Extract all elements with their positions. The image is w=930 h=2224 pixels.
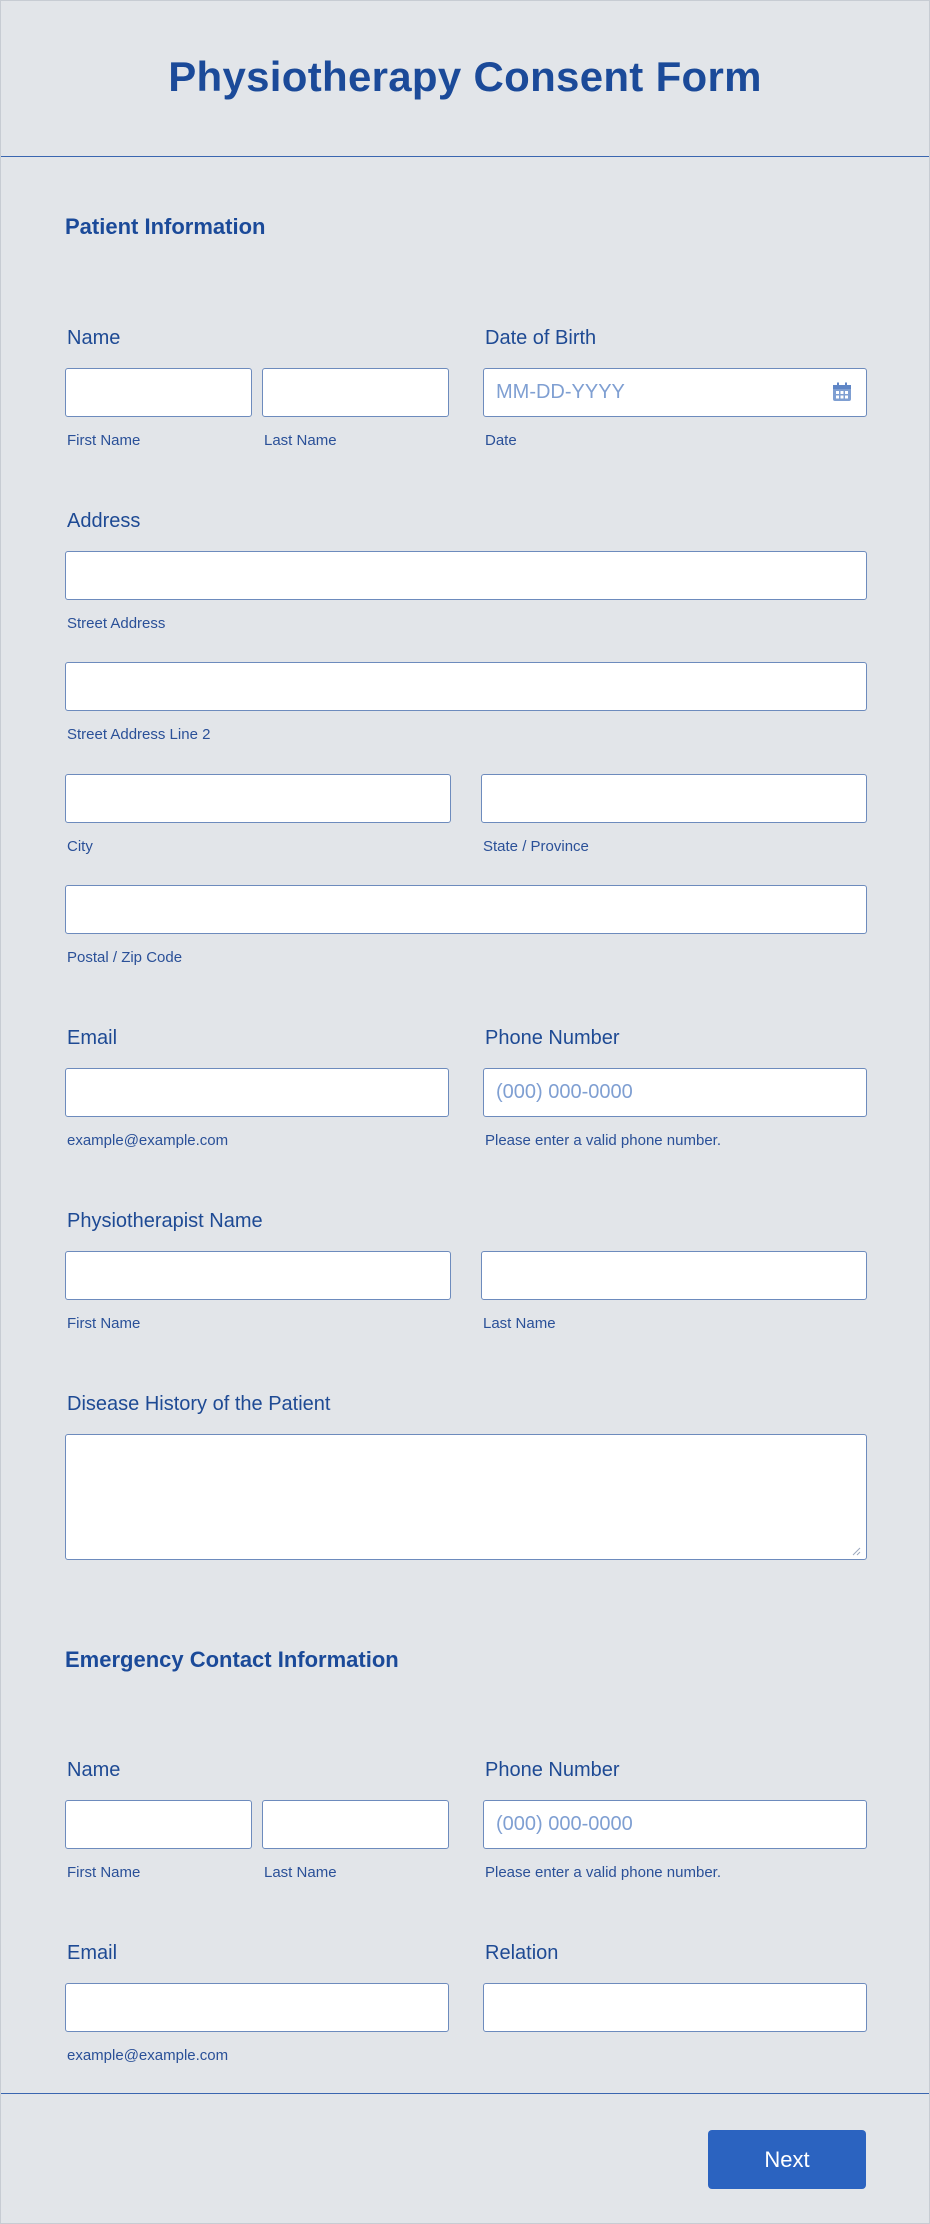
phone-sublabel: Please enter a valid phone number. <box>485 1132 721 1149</box>
resize-handle-icon[interactable] <box>851 1546 861 1556</box>
email-sublabel: example@example.com <box>67 1132 229 1149</box>
last-name-input[interactable] <box>262 368 449 417</box>
section-patient-information: Patient Information <box>65 214 266 239</box>
physiotherapist-first-name-input[interactable] <box>65 1251 451 1300</box>
emergency-phone-sublabel: Please enter a valid phone number. <box>485 1864 721 1881</box>
form-header <box>1 1 929 157</box>
dob-input[interactable] <box>483 368 867 417</box>
last-name-sublabel: Last Name <box>264 432 337 449</box>
footer-divider <box>1 2093 929 2094</box>
physiotherapist-last-name-sublabel: Last Name <box>483 1315 556 1332</box>
emergency-email-label: Email <box>67 1942 118 1964</box>
zip-code-sublabel: Postal / Zip Code <box>67 949 183 966</box>
physiotherapist-name-label: Physiotherapist Name <box>67 1210 263 1232</box>
state-sublabel: State / Province <box>483 838 589 855</box>
dob-sublabel: Date <box>485 432 517 449</box>
emergency-email-sublabel: example@example.com <box>67 2047 229 2064</box>
city-sublabel: City <box>67 838 93 855</box>
emergency-phone-label: Phone Number <box>485 1759 620 1781</box>
email-input[interactable] <box>65 1068 449 1117</box>
street-address-line2-sublabel: Street Address Line 2 <box>67 726 211 743</box>
emergency-first-name-sublabel: First Name <box>67 1864 141 1881</box>
email-label: Email <box>67 1027 118 1049</box>
relation-input[interactable] <box>483 1983 867 2032</box>
physiotherapist-last-name-input[interactable] <box>481 1251 867 1300</box>
zip-code-input[interactable] <box>65 885 867 934</box>
first-name-sublabel: First Name <box>67 432 141 449</box>
street-address-sublabel: Street Address <box>67 615 166 632</box>
section-emergency-contact: Emergency Contact Information <box>65 1647 399 1672</box>
disease-history-label: Disease History of the Patient <box>67 1393 331 1415</box>
street-address-input[interactable] <box>65 551 867 600</box>
emergency-name-label: Name <box>67 1759 121 1781</box>
street-address-line2-input[interactable] <box>65 662 867 711</box>
emergency-email-input[interactable] <box>65 1983 449 2032</box>
phone-input[interactable] <box>483 1068 867 1117</box>
form-title: Physiotherapy Consent Form <box>168 53 762 100</box>
dob-label: Date of Birth <box>485 327 597 349</box>
calendar-icon[interactable] <box>832 382 852 402</box>
emergency-phone-input[interactable] <box>483 1800 867 1849</box>
emergency-last-name-input[interactable] <box>262 1800 449 1849</box>
physiotherapist-first-name-sublabel: First Name <box>67 1315 141 1332</box>
next-button[interactable]: Next <box>708 2130 866 2189</box>
state-input[interactable] <box>481 774 867 823</box>
city-input[interactable] <box>65 774 451 823</box>
name-label: Name <box>67 327 121 349</box>
address-label: Address <box>67 510 141 532</box>
emergency-last-name-sublabel: Last Name <box>264 1864 337 1881</box>
emergency-first-name-input[interactable] <box>65 1800 252 1849</box>
first-name-input[interactable] <box>65 368 252 417</box>
disease-history-textarea[interactable] <box>65 1434 867 1560</box>
relation-label: Relation <box>485 1942 559 1964</box>
phone-label: Phone Number <box>485 1027 620 1049</box>
